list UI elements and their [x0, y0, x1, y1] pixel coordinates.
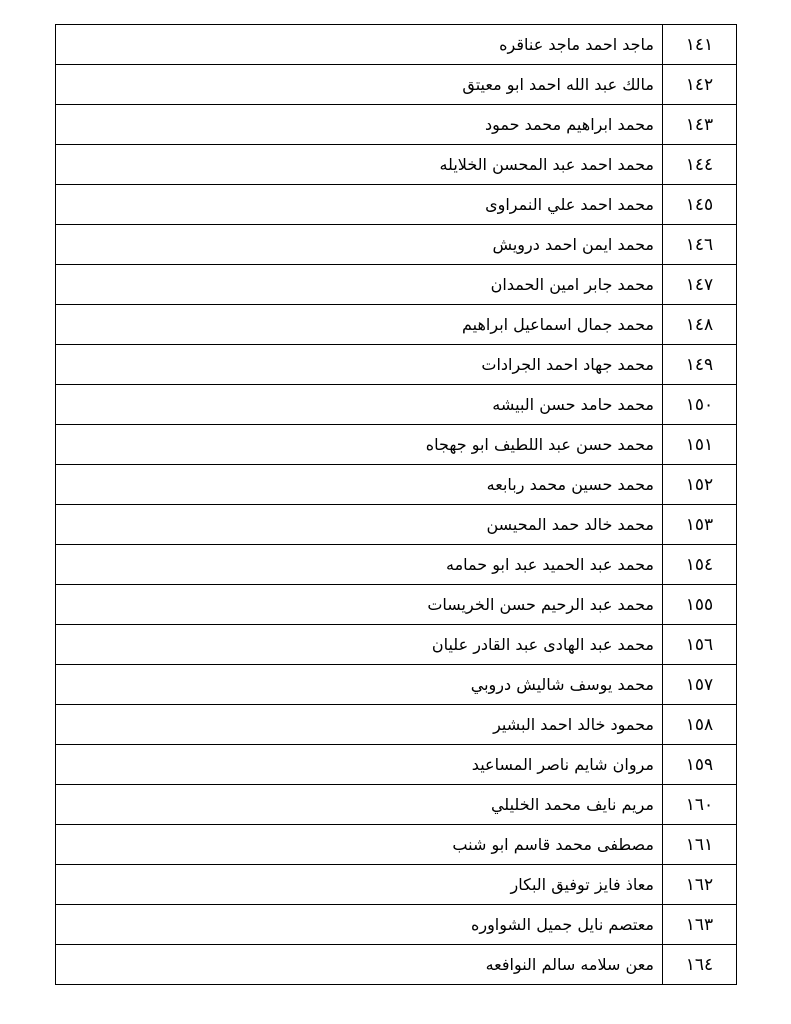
table-row	[56, 705, 737, 745]
row-name: محمود خالد احمد البشير	[56, 705, 663, 745]
row-name: محمد احمد عبد المحسن الخلايله	[56, 145, 663, 185]
table-row	[56, 545, 737, 585]
row-name: معن سلامه سالم النوافعه	[56, 945, 663, 985]
table-row	[56, 25, 737, 65]
row-name: محمد خالد حمد المحيسن	[56, 505, 663, 545]
row-number: ١٤٨	[663, 305, 737, 345]
table-row	[56, 105, 737, 145]
table-row	[56, 505, 737, 545]
row-number: ١٥٢	[663, 465, 737, 505]
row-number: ١٦٠	[663, 785, 737, 825]
table-row	[56, 65, 737, 105]
table-row	[56, 265, 737, 305]
table-row	[56, 185, 737, 225]
table-row	[56, 345, 737, 385]
row-number: ١٤٧	[663, 265, 737, 305]
row-number: ١٥٧	[663, 665, 737, 705]
row-number: ١٦٣	[663, 905, 737, 945]
row-name: مصطفى محمد قاسم ابو شنب	[56, 825, 663, 865]
table-row	[56, 865, 737, 905]
table-row	[56, 745, 737, 785]
row-name: محمد حسين محمد ربابعه	[56, 465, 663, 505]
row-number: ١٤٢	[663, 65, 737, 105]
row-number: ١٤٤	[663, 145, 737, 185]
names-table	[55, 24, 737, 985]
row-number: ١٥٥	[663, 585, 737, 625]
row-name: معاذ فايز توفيق البكار	[56, 865, 663, 905]
row-name: محمد حامد حسن البيشه	[56, 385, 663, 425]
row-number: ١٥٩	[663, 745, 737, 785]
table-row	[56, 905, 737, 945]
row-name: محمد عبد الهادى عبد القادر عليان	[56, 625, 663, 665]
row-name: معتصم نايل جميل الشواوره	[56, 905, 663, 945]
row-number: ١٤٥	[663, 185, 737, 225]
row-number: ١٥٤	[663, 545, 737, 585]
table-row	[56, 425, 737, 465]
row-number: ١٦٤	[663, 945, 737, 985]
table-row	[56, 465, 737, 505]
table-row	[56, 785, 737, 825]
row-number: ١٤١	[663, 25, 737, 65]
row-number: ١٥٠	[663, 385, 737, 425]
row-number: ١٤٦	[663, 225, 737, 265]
row-name: محمد ابراهيم محمد حمود	[56, 105, 663, 145]
row-number: ١٥١	[663, 425, 737, 465]
table-row	[56, 225, 737, 265]
row-name: محمد يوسف شاليش دروبي	[56, 665, 663, 705]
row-name: مروان شايم ناصر المساعيد	[56, 745, 663, 785]
row-number: ١٥٨	[663, 705, 737, 745]
row-name: مالك عبد الله احمد ابو معيتق	[56, 65, 663, 105]
names-table-body	[56, 25, 737, 985]
row-name: محمد جابر امين الحمدان	[56, 265, 663, 305]
row-name: محمد جمال اسماعيل ابراهيم	[56, 305, 663, 345]
table-row	[56, 585, 737, 625]
row-name: محمد عبد الحميد عبد ابو حمامه	[56, 545, 663, 585]
row-name: محمد عبد الرحيم حسن الخريسات	[56, 585, 663, 625]
table-row	[56, 385, 737, 425]
table-row	[56, 945, 737, 985]
row-number: ١٤٩	[663, 345, 737, 385]
row-name: ماجد احمد ماجد عناقره	[56, 25, 663, 65]
table-row	[56, 305, 737, 345]
row-number: ١٦١	[663, 825, 737, 865]
row-name: محمد ايمن احمد درويش	[56, 225, 663, 265]
row-name: محمد جهاد احمد الجرادات	[56, 345, 663, 385]
row-name: محمد حسن عبد اللطيف ابو جهجاه	[56, 425, 663, 465]
row-number: ١٥٦	[663, 625, 737, 665]
table-row	[56, 665, 737, 705]
row-number: ١٥٣	[663, 505, 737, 545]
table-row	[56, 145, 737, 185]
table-row	[56, 625, 737, 665]
row-name: مريم نايف محمد الخليلي	[56, 785, 663, 825]
row-number: ١٤٣	[663, 105, 737, 145]
row-number: ١٦٢	[663, 865, 737, 905]
row-name: محمد احمد علي النمراوى	[56, 185, 663, 225]
table-row	[56, 825, 737, 865]
